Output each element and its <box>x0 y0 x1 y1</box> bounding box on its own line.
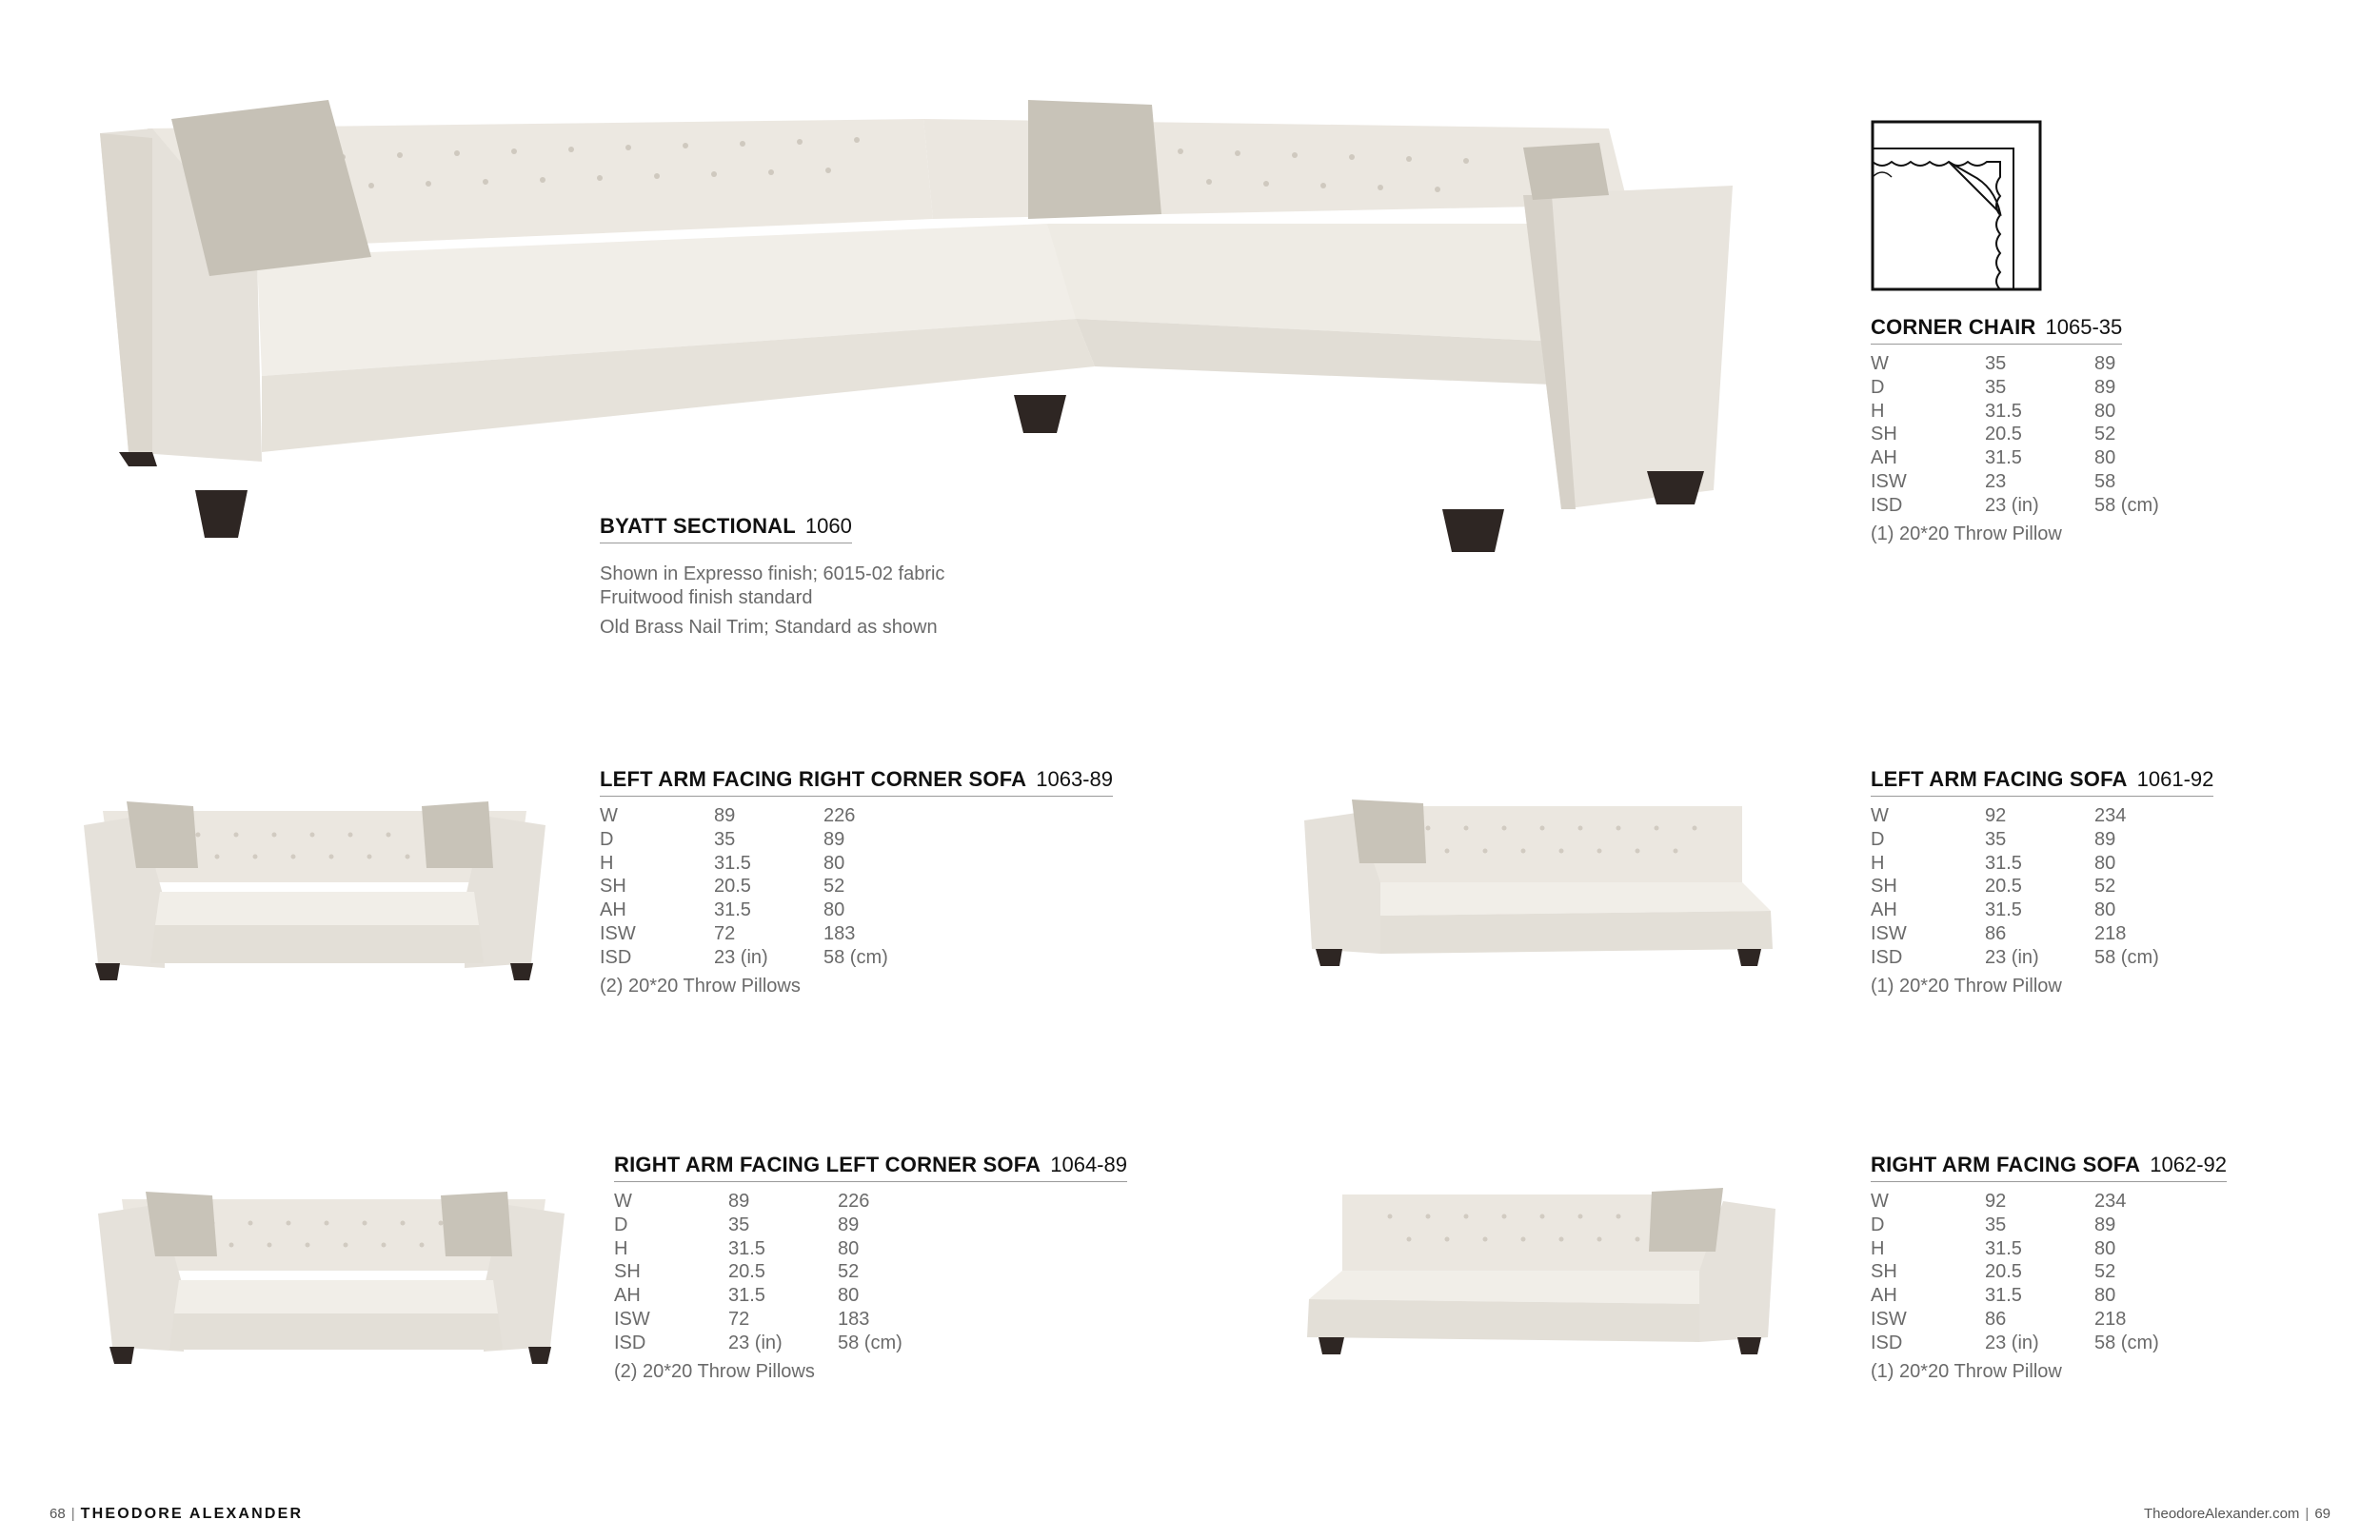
dimension-inches: 89 <box>714 805 736 826</box>
dimension-label: H <box>600 852 614 874</box>
dimension-inches: 31.5 <box>728 1285 765 1307</box>
corner-chair-diagram <box>1871 120 2042 291</box>
description-line: Old Brass Nail Trim; Standard as shown <box>600 617 938 638</box>
dimension-cm: 234 <box>2094 805 2127 826</box>
dimension-inches: 35 <box>714 828 736 850</box>
dimension-inches: 20.5 <box>1985 1261 2022 1283</box>
product-heading <box>1871 767 2213 797</box>
dimension-row <box>1871 1237 2180 1261</box>
dimension-inches: 31.5 <box>1985 852 2022 874</box>
product-name: RIGHT ARM FACING LEFT CORNER SOFA <box>614 1153 1041 1176</box>
dimension-row <box>614 1190 923 1214</box>
dimension-inches: 92 <box>1985 805 2007 826</box>
page-number-right: 69 <box>2314 1506 2330 1522</box>
dimension-row <box>1871 400 2180 424</box>
website-link[interactable]: TheodoreAlexander.com <box>2143 1506 2300 1522</box>
dimension-inches: 31.5 <box>1985 447 2022 469</box>
dimension-inches: 23 (in) <box>1985 946 2039 968</box>
byatt-sectional-block <box>600 514 852 543</box>
dimension-table <box>1871 804 2180 970</box>
pillow-note: (1) 20*20 Throw Pillow <box>1871 1360 2062 1382</box>
dimension-label: ISD <box>600 946 632 968</box>
dimension-cm: 89 <box>823 828 845 850</box>
product-heading <box>1871 1153 2227 1182</box>
product-code: 1065-35 <box>2045 315 2123 339</box>
dimension-row <box>1871 1214 2180 1237</box>
product-heading <box>1871 315 2122 345</box>
dimension-label: W <box>1871 1191 1889 1212</box>
laf-corner-sofa-block <box>600 767 1113 997</box>
dimension-row <box>1871 1332 2180 1355</box>
dimension-cm: 89 <box>2094 376 2116 398</box>
laf-sofa-block <box>1871 767 2213 997</box>
dimension-inches: 23 (in) <box>728 1332 783 1353</box>
dimension-cm: 80 <box>2094 1285 2116 1307</box>
pillow-note: (2) 20*20 Throw Pillows <box>614 1360 815 1382</box>
dimension-row <box>1871 1284 2180 1308</box>
dimension-label: W <box>1871 805 1889 826</box>
dimension-label: AH <box>600 899 626 921</box>
dimension-cm: 80 <box>2094 1237 2116 1259</box>
dimension-inches: 92 <box>1985 1191 2007 1212</box>
dimension-cm: 183 <box>823 922 856 944</box>
corner-chair-block <box>1871 315 2180 545</box>
dimension-label: ISW <box>614 1308 650 1330</box>
dimension-cm: 52 <box>838 1261 860 1283</box>
dimension-inches: 31.5 <box>1985 400 2022 422</box>
description-line: Shown in Expresso finish; 6015-02 fabric <box>600 563 945 584</box>
dimension-label: AH <box>614 1285 641 1307</box>
dimension-cm: 80 <box>2094 899 2116 921</box>
dimension-inches: 86 <box>1985 1308 2007 1330</box>
footer-left <box>50 1506 303 1523</box>
dimension-label: ISD <box>1871 946 1903 968</box>
dimension-label: SH <box>1871 876 1897 898</box>
pillow-note: (2) 20*20 Throw Pillows <box>600 975 801 997</box>
dimension-cm: 89 <box>2094 828 2116 850</box>
dimension-inches: 31.5 <box>1985 1237 2022 1259</box>
product-heading <box>600 514 852 543</box>
dimension-label: H <box>1871 400 1885 422</box>
dimension-cm: 58 (cm) <box>2094 1332 2159 1353</box>
dimension-label: D <box>614 1214 628 1235</box>
dimension-row <box>1871 446 2180 470</box>
dimension-row <box>1871 946 2180 970</box>
dimension-inches: 31.5 <box>728 1237 765 1259</box>
dimension-label: D <box>1871 1214 1885 1235</box>
dimension-row <box>1871 804 2180 828</box>
dimension-inches: 31.5 <box>1985 1285 2022 1307</box>
dimension-inches: 23 (in) <box>1985 1332 2039 1353</box>
laf-corner-sofa-image <box>84 792 545 982</box>
dimension-table <box>1871 352 2180 518</box>
dimension-label: W <box>600 805 618 826</box>
dimension-inches: 31.5 <box>1985 899 2022 921</box>
footer-separator: | <box>2305 1506 2310 1522</box>
dimension-label: D <box>1871 376 1885 398</box>
dimension-inches: 23 (in) <box>1985 494 2039 516</box>
product-name: CORNER CHAIR <box>1871 315 2036 339</box>
dimension-row <box>1871 922 2180 946</box>
product-heading <box>614 1153 1127 1182</box>
dimension-row <box>600 922 909 946</box>
raf-corner-sofa-block <box>614 1153 1127 1383</box>
dimension-inches: 23 <box>1985 470 2007 492</box>
dimension-row <box>614 1308 923 1332</box>
product-name: BYATT SECTIONAL <box>600 514 796 538</box>
dimension-cm: 218 <box>2094 922 2127 944</box>
dimension-label: SH <box>1871 1261 1897 1283</box>
dimension-row <box>614 1214 923 1237</box>
laf-sofa-image <box>1304 792 1775 973</box>
dimension-inches: 31.5 <box>714 852 751 874</box>
dimension-row <box>1871 1260 2180 1284</box>
dimension-inches: 35 <box>1985 353 2007 374</box>
dimension-row <box>1871 828 2180 852</box>
dimension-inches: 86 <box>1985 922 2007 944</box>
brand-name: THEODORE ALEXANDER <box>80 1506 304 1522</box>
dimension-row <box>1871 376 2180 400</box>
dimension-table <box>1871 1190 2180 1355</box>
dimension-label: H <box>1871 1237 1885 1259</box>
dimension-row <box>1871 852 2180 876</box>
dimension-inches: 20.5 <box>1985 876 2022 898</box>
dimension-row <box>1871 423 2180 446</box>
dimension-inches: 72 <box>714 922 736 944</box>
dimension-row <box>600 875 909 898</box>
product-name: LEFT ARM FACING SOFA <box>1871 767 2128 791</box>
dimension-cm: 80 <box>2094 447 2116 469</box>
dimension-row <box>1871 1308 2180 1332</box>
dimension-cm: 58 (cm) <box>838 1332 902 1353</box>
dimension-row <box>1871 875 2180 898</box>
dimension-label: ISW <box>600 922 636 944</box>
dimension-cm: 52 <box>823 876 845 898</box>
dimension-row <box>1871 1190 2180 1214</box>
dimension-inches: 35 <box>1985 1214 2007 1235</box>
dimension-cm: 234 <box>2094 1191 2127 1212</box>
dimension-label: AH <box>1871 1285 1897 1307</box>
page-number-left: 68 <box>50 1506 66 1522</box>
product-code: 1060 <box>804 514 852 538</box>
product-code: 1062-92 <box>2150 1153 2228 1176</box>
dimension-cm: 80 <box>823 899 845 921</box>
product-name: LEFT ARM FACING RIGHT CORNER SOFA <box>600 767 1027 791</box>
dimension-label: H <box>1871 852 1885 874</box>
dimension-inches: 35 <box>728 1214 750 1235</box>
dimension-label: ISW <box>1871 1308 1907 1330</box>
dimension-label: W <box>614 1191 632 1212</box>
product-code: 1063-89 <box>1036 767 1113 791</box>
dimension-table <box>600 804 909 970</box>
dimension-row <box>614 1284 923 1308</box>
dimension-inches: 35 <box>1985 828 2007 850</box>
dimension-cm: 183 <box>838 1308 870 1330</box>
dimension-cm: 226 <box>823 805 856 826</box>
dimension-label: SH <box>600 876 626 898</box>
dimension-cm: 89 <box>2094 353 2116 374</box>
dimension-inches: 31.5 <box>714 899 751 921</box>
dimension-inches: 20.5 <box>714 876 751 898</box>
dimension-label: ISD <box>1871 494 1903 516</box>
dimension-cm: 226 <box>838 1191 870 1212</box>
dimension-row <box>600 898 909 922</box>
dimension-cm: 218 <box>2094 1308 2127 1330</box>
dimension-cm: 89 <box>838 1214 860 1235</box>
dimension-row <box>614 1332 923 1355</box>
byatt-sectional-image <box>95 90 1747 562</box>
raf-sofa-block <box>1871 1153 2227 1383</box>
dimension-label: AH <box>1871 447 1897 469</box>
dimension-label: ISW <box>1871 470 1907 492</box>
dimension-label: SH <box>1871 424 1897 445</box>
dimension-label: D <box>600 828 614 850</box>
dimension-inches: 89 <box>728 1191 750 1212</box>
dimension-cm: 52 <box>2094 424 2116 445</box>
dimension-label: AH <box>1871 899 1897 921</box>
dimension-inches: 20.5 <box>1985 424 2022 445</box>
dimension-label: W <box>1871 353 1889 374</box>
dimension-row <box>600 852 909 876</box>
dimension-cm: 58 (cm) <box>2094 946 2159 968</box>
product-name: RIGHT ARM FACING SOFA <box>1871 1153 2141 1176</box>
dimension-cm: 80 <box>2094 400 2116 422</box>
dimension-row <box>614 1237 923 1261</box>
dimension-row <box>600 828 909 852</box>
product-code: 1064-89 <box>1050 1153 1127 1176</box>
dimension-row <box>600 946 909 970</box>
dimension-row <box>600 804 909 828</box>
dimension-row <box>1871 470 2180 494</box>
dimension-row <box>1871 352 2180 376</box>
dimension-label: ISD <box>1871 1332 1903 1353</box>
dimension-cm: 80 <box>823 852 845 874</box>
dimension-label: D <box>1871 828 1885 850</box>
dimension-cm: 89 <box>2094 1214 2116 1235</box>
dimension-cm: 80 <box>838 1237 860 1259</box>
dimension-row <box>1871 898 2180 922</box>
dimension-label: ISD <box>614 1332 646 1353</box>
product-code: 1061-92 <box>2136 767 2214 791</box>
dimension-cm: 52 <box>2094 1261 2116 1283</box>
dimension-inches: 72 <box>728 1308 750 1330</box>
dimension-cm: 80 <box>2094 852 2116 874</box>
raf-corner-sofa-image <box>98 1180 565 1366</box>
dimension-cm: 52 <box>2094 876 2116 898</box>
byatt-description <box>600 563 944 640</box>
pillow-note: (1) 20*20 Throw Pillow <box>1871 523 2062 544</box>
dimension-row <box>1871 494 2180 518</box>
dimension-table <box>614 1190 923 1355</box>
dimension-cm: 58 (cm) <box>823 946 888 968</box>
dimension-cm: 58 <box>2094 470 2116 492</box>
dimension-label: H <box>614 1237 628 1259</box>
dimension-label: ISW <box>1871 922 1907 944</box>
raf-sofa-image <box>1304 1180 1775 1361</box>
dimension-cm: 80 <box>838 1285 860 1307</box>
dimension-row <box>614 1260 923 1284</box>
description-line: Fruitwood finish standard <box>600 587 813 608</box>
dimension-label: SH <box>614 1261 641 1283</box>
pillow-note: (1) 20*20 Throw Pillow <box>1871 975 2062 997</box>
product-heading <box>600 767 1113 797</box>
footer-right <box>2144 1506 2330 1522</box>
footer-separator: | <box>70 1506 75 1522</box>
dimension-inches: 35 <box>1985 376 2007 398</box>
dimension-cm: 58 (cm) <box>2094 494 2159 516</box>
dimension-inches: 23 (in) <box>714 946 768 968</box>
dimension-inches: 20.5 <box>728 1261 765 1283</box>
